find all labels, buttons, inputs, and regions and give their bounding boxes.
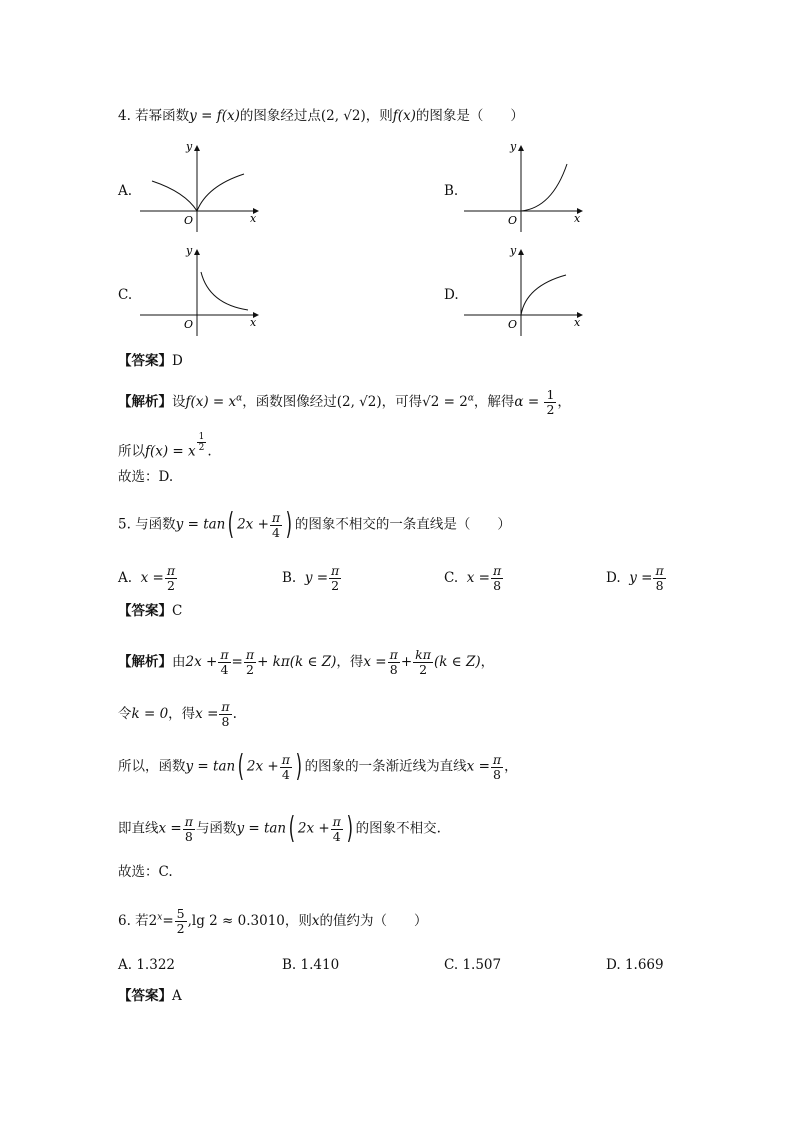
- fraction-one-half: [544, 388, 556, 417]
- q4-function: y = f(x): [189, 108, 240, 124]
- q5-answer: [118, 601, 182, 621]
- q4-analysis-line2: [118, 432, 212, 462]
- x-label: x: [250, 212, 257, 225]
- answer-label: 【答案】: [118, 603, 172, 619]
- numerator: kπ: [415, 647, 431, 662]
- numerator: π: [221, 699, 230, 714]
- formula: x =: [466, 570, 490, 586]
- text: ，得: [168, 706, 196, 722]
- label: C.: [444, 570, 459, 586]
- fraction: [183, 815, 195, 844]
- denominator: 4: [281, 766, 290, 782]
- value: 1.410: [300, 957, 340, 973]
- text: ，: [480, 654, 495, 670]
- formula: y = tan: [185, 758, 236, 775]
- q6-option-c: [444, 955, 501, 975]
- variable: x: [311, 913, 320, 929]
- q5-analysis-line1: [118, 648, 494, 677]
- label: B.: [282, 957, 297, 973]
- denominator: 8: [655, 578, 664, 593]
- formula: 2x +: [246, 758, 279, 775]
- curve-right: [197, 174, 244, 211]
- text: 所以，函数: [118, 758, 186, 775]
- denominator: 2: [245, 662, 254, 677]
- paren: ): [285, 507, 293, 542]
- q5-option-d: [606, 564, 667, 593]
- q5-analysis-line2: [118, 700, 237, 729]
- text: 所以: [118, 443, 145, 460]
- q5-analysis-line3: [118, 749, 518, 784]
- fraction: [218, 648, 230, 677]
- formula: 2x +: [185, 654, 218, 670]
- label: D.: [606, 570, 621, 586]
- formula: y =: [629, 570, 653, 586]
- curve-left: [152, 181, 197, 211]
- text: 的值约为（ ）: [319, 913, 428, 929]
- text: =: [162, 913, 174, 929]
- q6-option-b: [282, 955, 339, 975]
- text: ，: [557, 394, 571, 410]
- denominator: 4: [220, 662, 229, 677]
- denominator: 8: [493, 578, 502, 593]
- value: 1.507: [462, 957, 502, 973]
- fraction: [413, 648, 433, 677]
- q4-option-b-label: B.: [444, 183, 459, 199]
- numerator: π: [220, 647, 229, 662]
- q4-choose: 故选：D.: [118, 469, 174, 485]
- x-label: x: [574, 316, 581, 329]
- formula: 2x +: [297, 820, 330, 837]
- exponent: x: [157, 912, 163, 923]
- denominator: 2: [166, 578, 175, 593]
- q5-option-c: [444, 564, 504, 593]
- denominator: 4: [272, 524, 280, 540]
- paren: ): [295, 749, 303, 784]
- curve: [521, 164, 567, 211]
- text: 5. 与函数: [118, 516, 176, 533]
- q5-stem: [118, 507, 511, 542]
- text: =: [231, 654, 243, 670]
- text: 的图象不相交的一条直线是（ ）: [294, 516, 511, 533]
- text: .: [207, 443, 212, 460]
- text: ，解得: [473, 394, 515, 410]
- y-label: y: [510, 246, 517, 257]
- origin-label: O: [184, 318, 194, 331]
- paren: (: [228, 507, 235, 542]
- formula: k = 0: [131, 706, 169, 722]
- numerator: π: [331, 563, 340, 578]
- numerator: 1: [198, 432, 205, 442]
- answer-value: D: [172, 353, 183, 369]
- text: ，函数图像经过: [242, 394, 337, 410]
- denominator: 4: [332, 828, 341, 844]
- numerator: π: [271, 509, 281, 525]
- numerator: π: [281, 751, 290, 767]
- q4-option-d-label: D.: [444, 287, 459, 303]
- q5-option-a: [118, 564, 178, 593]
- formula: x =: [195, 706, 219, 722]
- text: ，得: [336, 654, 364, 670]
- text: 设: [172, 394, 186, 410]
- text: 由: [172, 654, 186, 670]
- numerator: π: [492, 563, 502, 578]
- y-label: y: [186, 142, 193, 153]
- answer-label: 【答案】: [118, 988, 172, 1004]
- formula: f(x) = x: [145, 443, 196, 460]
- q6-option-d: [606, 955, 664, 975]
- q4-stem: [118, 106, 524, 126]
- paren: (: [288, 811, 296, 846]
- curve: [201, 272, 248, 310]
- q4-option-c-label: C.: [118, 287, 133, 303]
- numerator: π: [492, 751, 502, 767]
- label: A.: [118, 957, 133, 973]
- numerator: 5: [176, 906, 185, 921]
- paren: (: [237, 749, 245, 784]
- value: 1.669: [624, 957, 664, 973]
- fraction: [491, 753, 503, 782]
- fraction: [329, 564, 341, 593]
- answer-label: 【答案】: [118, 353, 172, 369]
- fraction: [331, 815, 343, 844]
- q4-point: (2, √2): [320, 108, 366, 124]
- formula: ,lg 2 ≈ 0.3010: [187, 913, 285, 929]
- formula: y = tan: [236, 820, 287, 837]
- q6-answer: [118, 986, 182, 1006]
- denominator: 8: [221, 714, 230, 729]
- text: .: [232, 706, 237, 722]
- numerator: 1: [546, 387, 555, 402]
- fraction: [270, 511, 282, 540]
- q5-analysis-line4: [118, 811, 441, 846]
- q4-stem-text-4: 的图象是（ ）: [415, 108, 524, 124]
- y-label: y: [510, 142, 517, 153]
- text: ，则: [284, 913, 312, 929]
- formula: y = tan: [175, 516, 226, 533]
- analysis-label: 【解析】: [118, 394, 172, 410]
- fraction: [165, 564, 177, 593]
- y-label: y: [186, 246, 193, 257]
- denominator: 8: [493, 766, 501, 782]
- exponent: α: [236, 393, 243, 404]
- fraction: [280, 753, 292, 782]
- q5-choose: 故选：C.: [118, 864, 173, 880]
- x-label: x: [250, 316, 257, 329]
- denominator: 2: [198, 443, 205, 453]
- origin-label: O: [508, 214, 518, 227]
- label: B.: [282, 570, 297, 586]
- answer-value: C: [172, 603, 183, 619]
- denominator: 2: [331, 578, 340, 593]
- text: ，可得: [381, 394, 423, 410]
- formula: 2: [148, 913, 158, 929]
- numerator: π: [389, 647, 398, 662]
- text: 令: [118, 706, 132, 722]
- numerator: π: [245, 647, 255, 662]
- exponent: α: [467, 393, 474, 404]
- q6-stem: [118, 907, 428, 936]
- q4-function-2: f(x): [392, 108, 416, 124]
- formula: y =: [304, 570, 329, 586]
- q4-stem-text-3: ，则: [365, 108, 393, 124]
- label: A.: [118, 570, 133, 586]
- point: (2, √2): [336, 394, 382, 410]
- formula: + kπ: [257, 654, 290, 670]
- formula: (k ∈ Z): [289, 654, 337, 670]
- fraction: [491, 564, 503, 593]
- denominator: 8: [389, 662, 398, 677]
- text: 6. 若: [118, 913, 149, 929]
- numerator: π: [332, 813, 341, 829]
- fraction: [244, 648, 256, 677]
- origin-label: O: [184, 214, 194, 227]
- text: +: [400, 654, 413, 670]
- text: 即直线: [118, 820, 159, 837]
- x-label: x: [574, 212, 581, 225]
- formula: α =: [514, 394, 540, 410]
- q5-option-b: [282, 564, 342, 593]
- q4-graph-d: [464, 246, 590, 338]
- numerator: π: [184, 813, 193, 829]
- numerator: π: [166, 563, 176, 578]
- label: D.: [606, 957, 621, 973]
- origin-label: O: [508, 318, 518, 331]
- curve: [521, 275, 566, 315]
- formula: x =: [158, 820, 182, 837]
- text: 的图象不相交.: [355, 820, 441, 837]
- fraction: [175, 907, 187, 936]
- q4-graph-a: [140, 142, 266, 234]
- q4-stem-text: 4. 若幂函数: [118, 108, 190, 124]
- text: 与函数: [195, 820, 237, 837]
- formula: x =: [466, 758, 490, 775]
- paren: ): [346, 811, 353, 846]
- exponent-fraction: [197, 432, 207, 453]
- formula: x =: [363, 654, 387, 670]
- text: ，: [504, 758, 518, 775]
- formula: f(x) = x: [185, 394, 237, 410]
- answer-value: A: [172, 988, 182, 1004]
- q4-analysis-line1: [118, 388, 571, 417]
- denominator: 2: [419, 662, 428, 677]
- q4-graph-b: [464, 142, 590, 234]
- formula: (k ∈ Z): [433, 654, 481, 670]
- formula: 2x +: [237, 516, 269, 533]
- q4-stem-text-2: 的图象经过点: [239, 108, 321, 124]
- q4-answer: [118, 351, 183, 371]
- fraction: [219, 700, 231, 729]
- analysis-label: 【解析】: [118, 654, 172, 670]
- text: 的图象的一条渐近线为直线: [304, 758, 467, 775]
- fraction: [388, 648, 400, 677]
- denominator: 8: [184, 828, 193, 844]
- fraction: [653, 564, 665, 593]
- q6-option-a: [118, 955, 175, 975]
- denominator: 2: [176, 921, 185, 936]
- formula: √2 = 2: [422, 394, 468, 410]
- denominator: 2: [546, 402, 555, 417]
- q4-graph-c: [140, 246, 266, 338]
- formula: x =: [140, 570, 164, 586]
- value: 1.322: [136, 957, 175, 973]
- q4-option-a-label: A.: [118, 183, 133, 199]
- label: C.: [444, 957, 459, 973]
- numerator: π: [655, 563, 664, 578]
